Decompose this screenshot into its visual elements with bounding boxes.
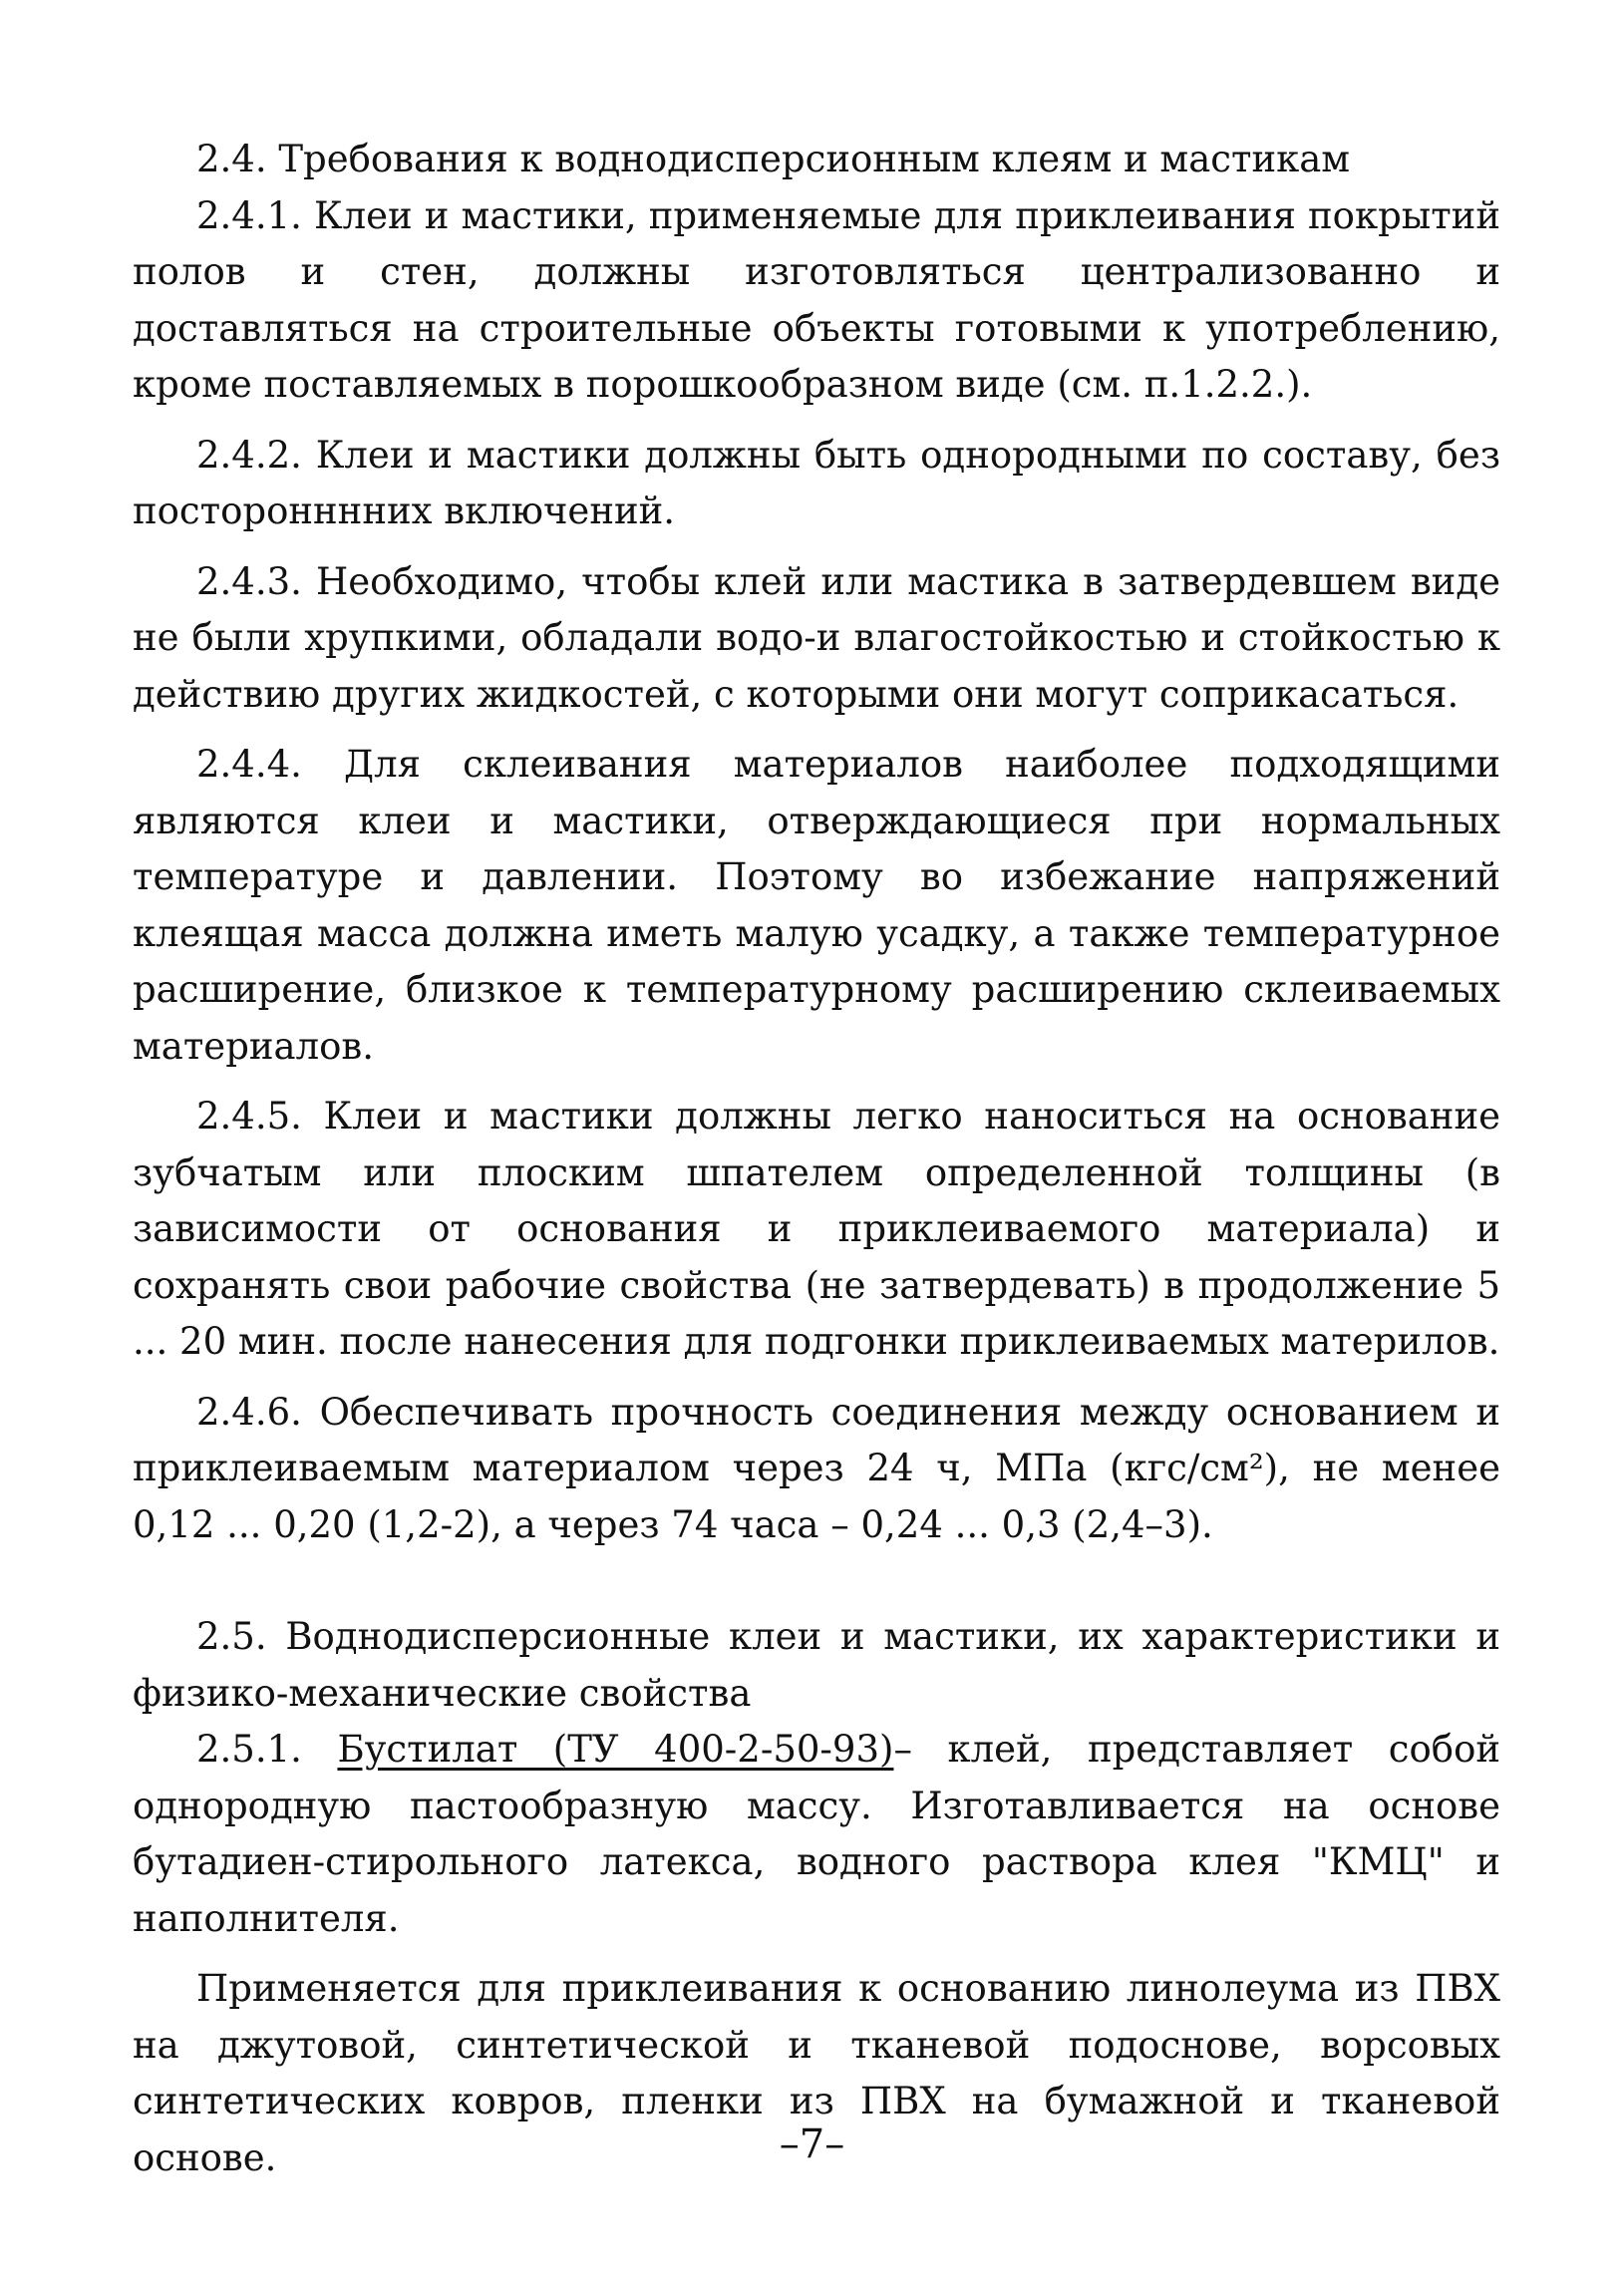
- section-heading-2-4: 2.4. Требования к воднодисперсионным клеям и мастикам: [196, 138, 1351, 180]
- paragraph-2-4-6: 2.4.6. Обеспечивать прочность соединения между основанием и приклеиваемым материалом через 24 ч, МПа (кгс/см²), не менее 0,12 ... 0,20 (1,2-2), а через 74 часа – 0,24 ... 0,3 (2,4–3).: [133, 1390, 1500, 1546]
- paragraph-2-5-1-text: – клей, представляет собой однородную пастообразную массу. Изготавливается на основе бутадиен-стирольного латекса, водного раствора клея "КМЦ" и наполнителя.: [133, 1728, 1501, 1940]
- product-name-bustilat: Бустилат (ТУ 400-2-50-93): [337, 1728, 894, 1771]
- paragraph-2-5-1: [133, 1722, 1500, 1947]
- paragraph-2-4-3: 2.4.3. Необходимо, чтобы клей или мастика в затвердевшем виде не были хрупкими, обладали водо-и влагостойкостью и стойкостью к действию других жидкостей, с которыми они могут соприкасаться.: [133, 559, 1500, 716]
- page-number: –7–: [779, 2121, 845, 2167]
- paragraph-2-4-2: 2.4.2. Клеи и мастики должны быть однородными по составу, без посторонннних включений.: [133, 433, 1500, 532]
- paragraph-2-4-4: 2.4.4. Для склеивания материалов наиболее подходящими являются клеи и мастики, отверждающиеся при нормальных температуре и давлении. Поэтому во избежание напряжений клеящая масса должна иметь малую усадку, а также температурное расширение, близкое к температурному расширению склеиваемых материалов.: [133, 743, 1500, 1068]
- paragraph-2-4-1: 2.4.1. Клеи и мастики, применяемые для приклеивания покрытий полов и стен, должны изготовляться централизованно и доставляться на строительные объекты готовыми к употреблению, кроме поставляемых в порошкообразном виде (см. п.1.2.2.).: [133, 193, 1500, 406]
- paragraph-application: Применяется для приклеивания к основанию линолеума из ПВХ на джутовой, синтетической и тканевой подоснове, ворсовых синтетических ковров, пленки из ПВХ на бумажной и тканевой основе.: [133, 1967, 1500, 2179]
- document-body: [133, 132, 1500, 2186]
- section-heading-2-5: 2.5. Воднодисперсионные клеи и мастики, их характеристики и физико-механические свойства: [133, 1615, 1500, 1715]
- paragraph-2-5-1-number: 2.5.1.: [196, 1728, 338, 1771]
- paragraph-2-4-5: 2.4.5. Клеи и мастики должны легко наноситься на основание зубчатым или плоским шпателем определенной толщины (в зависимости от основания и приклеиваемого материала) и сохранять свои рабочие свойства (не затвердевать) в продолжение 5 ... 20 мин. после нанесения для подгонки приклеиваемых материлов.: [133, 1095, 1500, 1363]
